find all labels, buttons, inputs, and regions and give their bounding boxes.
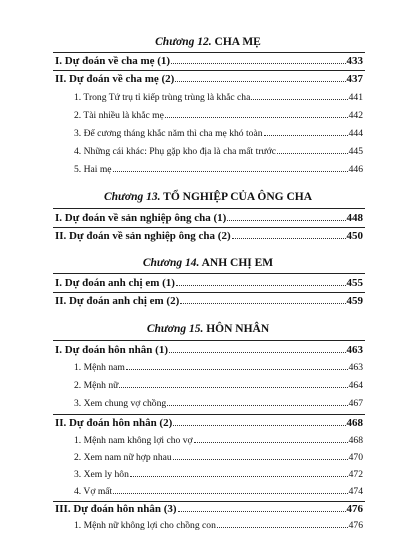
section-rule [53, 208, 365, 209]
toc-item-title: 1. Mệnh nam không lợi cho vợ [74, 435, 193, 446]
toc-item-row[interactable] [74, 435, 363, 446]
toc-item-row[interactable] [74, 380, 363, 391]
toc-item-row[interactable] [74, 146, 363, 157]
chapter-heading [0, 191, 416, 203]
toc-item-row[interactable] [74, 362, 363, 373]
section-rule [53, 70, 365, 71]
leader-dots [173, 459, 348, 460]
section-rule [53, 273, 365, 274]
leader-dots [130, 476, 348, 477]
toc-item-title: 3. Để cương tháng khắc năm thì cha mẹ khó toàn [74, 128, 263, 139]
toc-page-number: 472 [348, 469, 363, 480]
leader-dots [119, 387, 347, 388]
chapter-prefix: Chương 15. [146, 323, 204, 335]
toc-page-number: 445 [348, 146, 363, 157]
toc-item-row[interactable] [74, 128, 363, 139]
leader-dots [251, 99, 347, 100]
toc-page-number: 442 [348, 110, 363, 121]
leader-dots [165, 117, 348, 118]
toc-section-title: I. Dự đoán về cha mẹ (1) [55, 55, 171, 67]
toc-item-row[interactable] [74, 92, 363, 103]
chapter-prefix: Chương 12. [155, 36, 212, 48]
toc-item-row[interactable] [74, 398, 363, 409]
toc-section-row[interactable] [55, 230, 363, 242]
toc-item-row[interactable] [74, 469, 363, 480]
toc-item-row[interactable] [74, 164, 363, 175]
toc-page-number: 474 [348, 486, 363, 497]
toc-item-title: 1. Mệnh nữ không lợi cho chồng con [74, 520, 216, 531]
chapter-prefix: Chương 13. [103, 191, 161, 203]
toc-page-number: 463 [348, 362, 363, 373]
chapter-title: TỔ NGHIỆP CỦA ÔNG CHA [163, 191, 313, 203]
toc-section-row[interactable] [55, 55, 363, 67]
leader-dots [126, 369, 348, 370]
leader-dots [217, 527, 348, 528]
toc-section-row[interactable] [55, 73, 363, 85]
leader-dots [113, 171, 348, 172]
toc-section-title: III. Dự đoán hôn nhân (3) [55, 503, 177, 515]
toc-section-row[interactable] [55, 212, 363, 224]
chapter-heading [0, 257, 416, 269]
toc-page-number: 459 [346, 295, 363, 307]
toc-page-number: 433 [346, 55, 363, 67]
toc-section-title: I. Dự đoán về sản nghiệp ông cha (1) [55, 212, 227, 224]
toc-page-number: 464 [348, 380, 363, 391]
toc-page-number: 467 [348, 398, 363, 409]
toc-section-title: II. Dự đoán về cha mẹ (2) [55, 73, 175, 85]
chapter-prefix: Chương 14. [142, 257, 200, 269]
toc-page-number: 441 [348, 92, 363, 103]
toc-item-title: 1. Trong Tứ trụ tỉ kiếp trùng trùng là khắc cha [74, 92, 251, 103]
section-rule [53, 227, 365, 228]
toc-page-number: 468 [346, 417, 363, 429]
leader-dots [178, 511, 346, 512]
chapter-heading [0, 323, 416, 335]
section-rule [53, 501, 365, 502]
toc-section-row[interactable] [55, 417, 363, 429]
toc-item-title: 2. Tài nhiều là khắc mẹ [74, 110, 164, 121]
toc-item-title: 4. Vợ mất [74, 486, 113, 497]
toc-page-number: 444 [348, 128, 363, 139]
toc-section-row[interactable] [55, 344, 363, 356]
chapter-heading [0, 36, 416, 48]
toc-item-title: 3. Xem ly hôn [74, 469, 129, 480]
toc-item-title: 4. Những cái khác: Phụ gặp kho địa là cha mất trước [74, 146, 276, 157]
toc-page-number: 463 [346, 344, 363, 356]
leader-dots [175, 81, 345, 82]
toc-page-number: 476 [348, 520, 363, 531]
toc-page-number: 448 [346, 212, 363, 224]
toc-item-row[interactable] [74, 486, 363, 497]
toc-item-row[interactable] [74, 452, 363, 463]
section-rule [53, 52, 365, 53]
section-rule [53, 414, 365, 415]
toc-item-title: 3. Xem chung vợ chồng [74, 398, 167, 409]
toc-section-title: II. Dự đoán anh chị em (2) [55, 295, 180, 307]
chapter-title: ANH CHỊ EM [201, 257, 274, 269]
toc-section-title: II. Dự đoán về sản nghiệp ông cha (2) [55, 230, 231, 242]
toc-section-row[interactable] [55, 277, 363, 289]
toc-item-title: 2. Mệnh nữ [74, 380, 119, 391]
chapter-title: CHA MẸ [214, 36, 261, 48]
toc-page-number: 470 [348, 452, 363, 463]
leader-dots [176, 285, 346, 286]
leader-dots [264, 135, 348, 136]
toc-page-number: 446 [348, 164, 363, 175]
toc-section-title: I. Dự đoán anh chị em (1) [55, 277, 175, 289]
toc-page-number: 437 [346, 73, 363, 85]
toc-item-title: 5. Hai mẹ [74, 164, 112, 175]
section-rule [53, 340, 365, 341]
toc-page-number: 455 [346, 277, 363, 289]
toc-section-title: II. Dự đoán hôn nhân (2) [55, 417, 173, 429]
toc-section-row[interactable] [55, 503, 363, 515]
toc-page-number: 450 [346, 230, 363, 242]
toc-section-title: I. Dự đoán hôn nhân (1) [55, 344, 168, 356]
toc-item-row[interactable] [74, 520, 363, 531]
leader-dots [113, 493, 347, 494]
toc-page-number: 468 [348, 435, 363, 446]
toc-item-row[interactable] [74, 110, 363, 121]
toc-item-title: 1. Mệnh nam [74, 362, 125, 373]
leader-dots [169, 352, 346, 353]
leader-dots [227, 220, 345, 221]
leader-dots [232, 238, 346, 239]
leader-dots [180, 303, 345, 304]
leader-dots [167, 405, 347, 406]
leader-dots [194, 442, 348, 443]
toc-page-number: 476 [346, 503, 363, 515]
leader-dots [277, 153, 348, 154]
toc-section-row[interactable] [55, 295, 363, 307]
chapter-title: HÔN NHÂN [206, 323, 270, 335]
leader-dots [171, 63, 345, 64]
section-rule [53, 292, 365, 293]
toc-item-title: 2. Xem nam nữ hợp nhau [74, 452, 172, 463]
leader-dots [173, 425, 345, 426]
